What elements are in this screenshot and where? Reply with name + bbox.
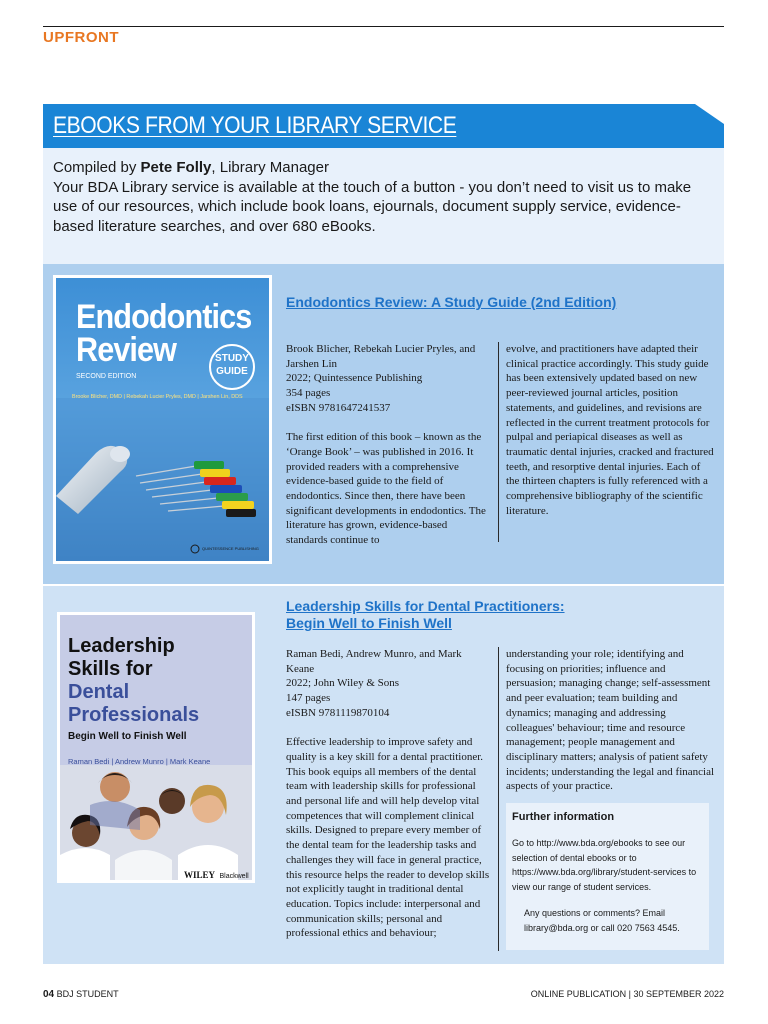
book-pages: 147 pages (286, 692, 331, 705)
cover-publisher-brand: WILEY (184, 870, 216, 880)
publication-date: 30 SEPTEMBER 2022 (633, 989, 724, 999)
cover-authors: Brooke Blicher, DMD | Rebekah Lucier Pryles, DMD | Jarshen Lin, DDS (72, 394, 243, 400)
page-number: 04 (43, 989, 55, 1000)
publication-name: BDJ STUDENT (56, 989, 119, 999)
compiled-suffix: , Library Manager (211, 159, 329, 176)
book-text-col1 (286, 647, 491, 941)
column-divider (498, 342, 499, 542)
cover-badge-line1: STUDY (215, 353, 249, 364)
cover-authors: Raman Bedi | Andrew Munro | Mark Keane (68, 757, 211, 766)
compiled-prefix: Compiled by (53, 159, 141, 176)
further-information-body (512, 836, 706, 936)
cover-artwork (60, 615, 252, 880)
book-isbn: eISBN 9781647241537 (286, 401, 391, 414)
book-pages: 354 pages (286, 387, 331, 400)
book-description-part2: evolve, and practitioners have adapted their clinical practice accordingly. This study guide has been extensively updated based on new peer-reviewed journal articles, position statements, and guidelines, and revisions are reflected in the current treatment protocols for pulpal and periapical diseases as well as traumatic dental injuries, cracked and fractured teeth, and resorptive dental injuries. Each of the thirteen chapters is fully referenced with a comprehensive bibliography of the scientific literature. (506, 343, 714, 517)
footer-right (531, 989, 724, 999)
book-description-part1: The first edition of this book – known as the ‘Orange Book’ – was published in 2016. It provided readers with a comprehensive evidence-based guide to the field of endodontics. Since then, there have been significant developments in endodontics. The literature has grown, evidence-based standards continue to (286, 431, 486, 547)
top-rule (43, 26, 724, 27)
section-label: UPFRONT (43, 29, 119, 46)
cover-title-line4: Professionals (68, 704, 200, 726)
further-info-links: Go to http://www.bda.org/ebooks to see our selection of dental ebooks or to https://www.bda.org/library/student-services to view our range of student services. (512, 838, 697, 892)
footer-separator: | (628, 989, 631, 999)
compiler-name: Pete Folly (140, 159, 212, 176)
book-text-col2 (506, 342, 716, 518)
book-description-part1: Effective leadership to improve safety and quality is a key skill for a dental practitioner. This book equips all members of the dental team with leadership skills for professional and personal life and will help develop vital competences that will complement clinical skills. Designed to prepare every member of the dental team for the leadership tasks and challenges they will face in general practice, this resource helps the reader to develop skills not explicitly taught in traditional dental education. Topics include: interpersonal and communication skills; personal and professional ethics and behaviour; (286, 736, 490, 940)
cover-edition: SECOND EDITION (76, 373, 137, 380)
book-cover-leadership (57, 612, 255, 883)
book-title-link-leadership-line2[interactable]: Begin Well to Finish Well (286, 615, 452, 631)
book-text-col1 (286, 342, 491, 548)
cover-title-line2: Review (76, 331, 177, 369)
cover-artwork (56, 278, 269, 561)
book-year-publisher: 2022; John Wiley & Sons (286, 677, 400, 690)
book-description-part2: understanding your role; identifying and focusing on priorities; influence and persuasion; managing change; self-assessment and peer evaluation; team building and dynamics; managing and addressing colleagues' behaviour; time and resource management; people management and disciplinary matters; analysis of patient safety incidents; understanding the legal and financial aspects of your practice. (506, 648, 715, 793)
online-publication-label: ONLINE PUBLICATION (530, 989, 627, 999)
book-authors: Raman Bedi, Andrew Munro, and Mark Keane (286, 648, 462, 675)
cover-title-line1: Endodontics (76, 298, 252, 336)
book-year-publisher: 2022; Quintessence Publishing (286, 372, 423, 385)
column-divider (498, 647, 499, 951)
book-title-link-leadership-line1[interactable]: Leadership Skills for Dental Practitioners: (286, 598, 565, 614)
intro-panel (43, 148, 724, 264)
banner-title: EBOOKS FROM YOUR LIBRARY SERVICE (53, 112, 457, 139)
further-information-heading: Further information (512, 811, 615, 823)
cover-publisher-imprint: Blackwell (219, 873, 249, 880)
cover-badge-line2: GUIDE (216, 366, 248, 377)
cover-title-line3: Dental (68, 681, 130, 703)
book-entry-leadership (43, 586, 724, 964)
book-isbn: eISBN 9781119870104 (286, 706, 390, 719)
book-authors: Brook Blicher, Rebekah Lucier Pryles, and Jarshen Lin (286, 343, 476, 370)
book-entry-endodontics (43, 264, 724, 584)
further-information-box (506, 803, 709, 950)
intro-body: Your BDA Library service is available at the touch of a button - you don’t need to visit us to make use of our resources, which include book loans, ejournals, document supply service, evidence-based literature searches, and over 680 eBooks. (53, 178, 692, 235)
section-banner (43, 104, 724, 148)
book-text-col2 (506, 647, 716, 794)
compiled-by-line (53, 158, 714, 178)
cover-publisher-logo (184, 865, 249, 880)
cover-title-line2: Skills for (68, 658, 153, 680)
cover-publisher: QUINTESSENCE PUBLISHING (202, 546, 259, 551)
footer-left (43, 989, 119, 1000)
cover-title-line1: Leadership (68, 635, 175, 657)
book-cover-endodontics (53, 275, 272, 564)
further-info-contact: Any questions or comments? Email library@bda.org or call 020 7563 4545. (524, 908, 680, 933)
cover-subtitle: Begin Well to Finish Well (68, 731, 187, 742)
book-title-link-endodontics[interactable]: Endodontics Review: A Study Guide (2nd Edition) (286, 294, 617, 310)
